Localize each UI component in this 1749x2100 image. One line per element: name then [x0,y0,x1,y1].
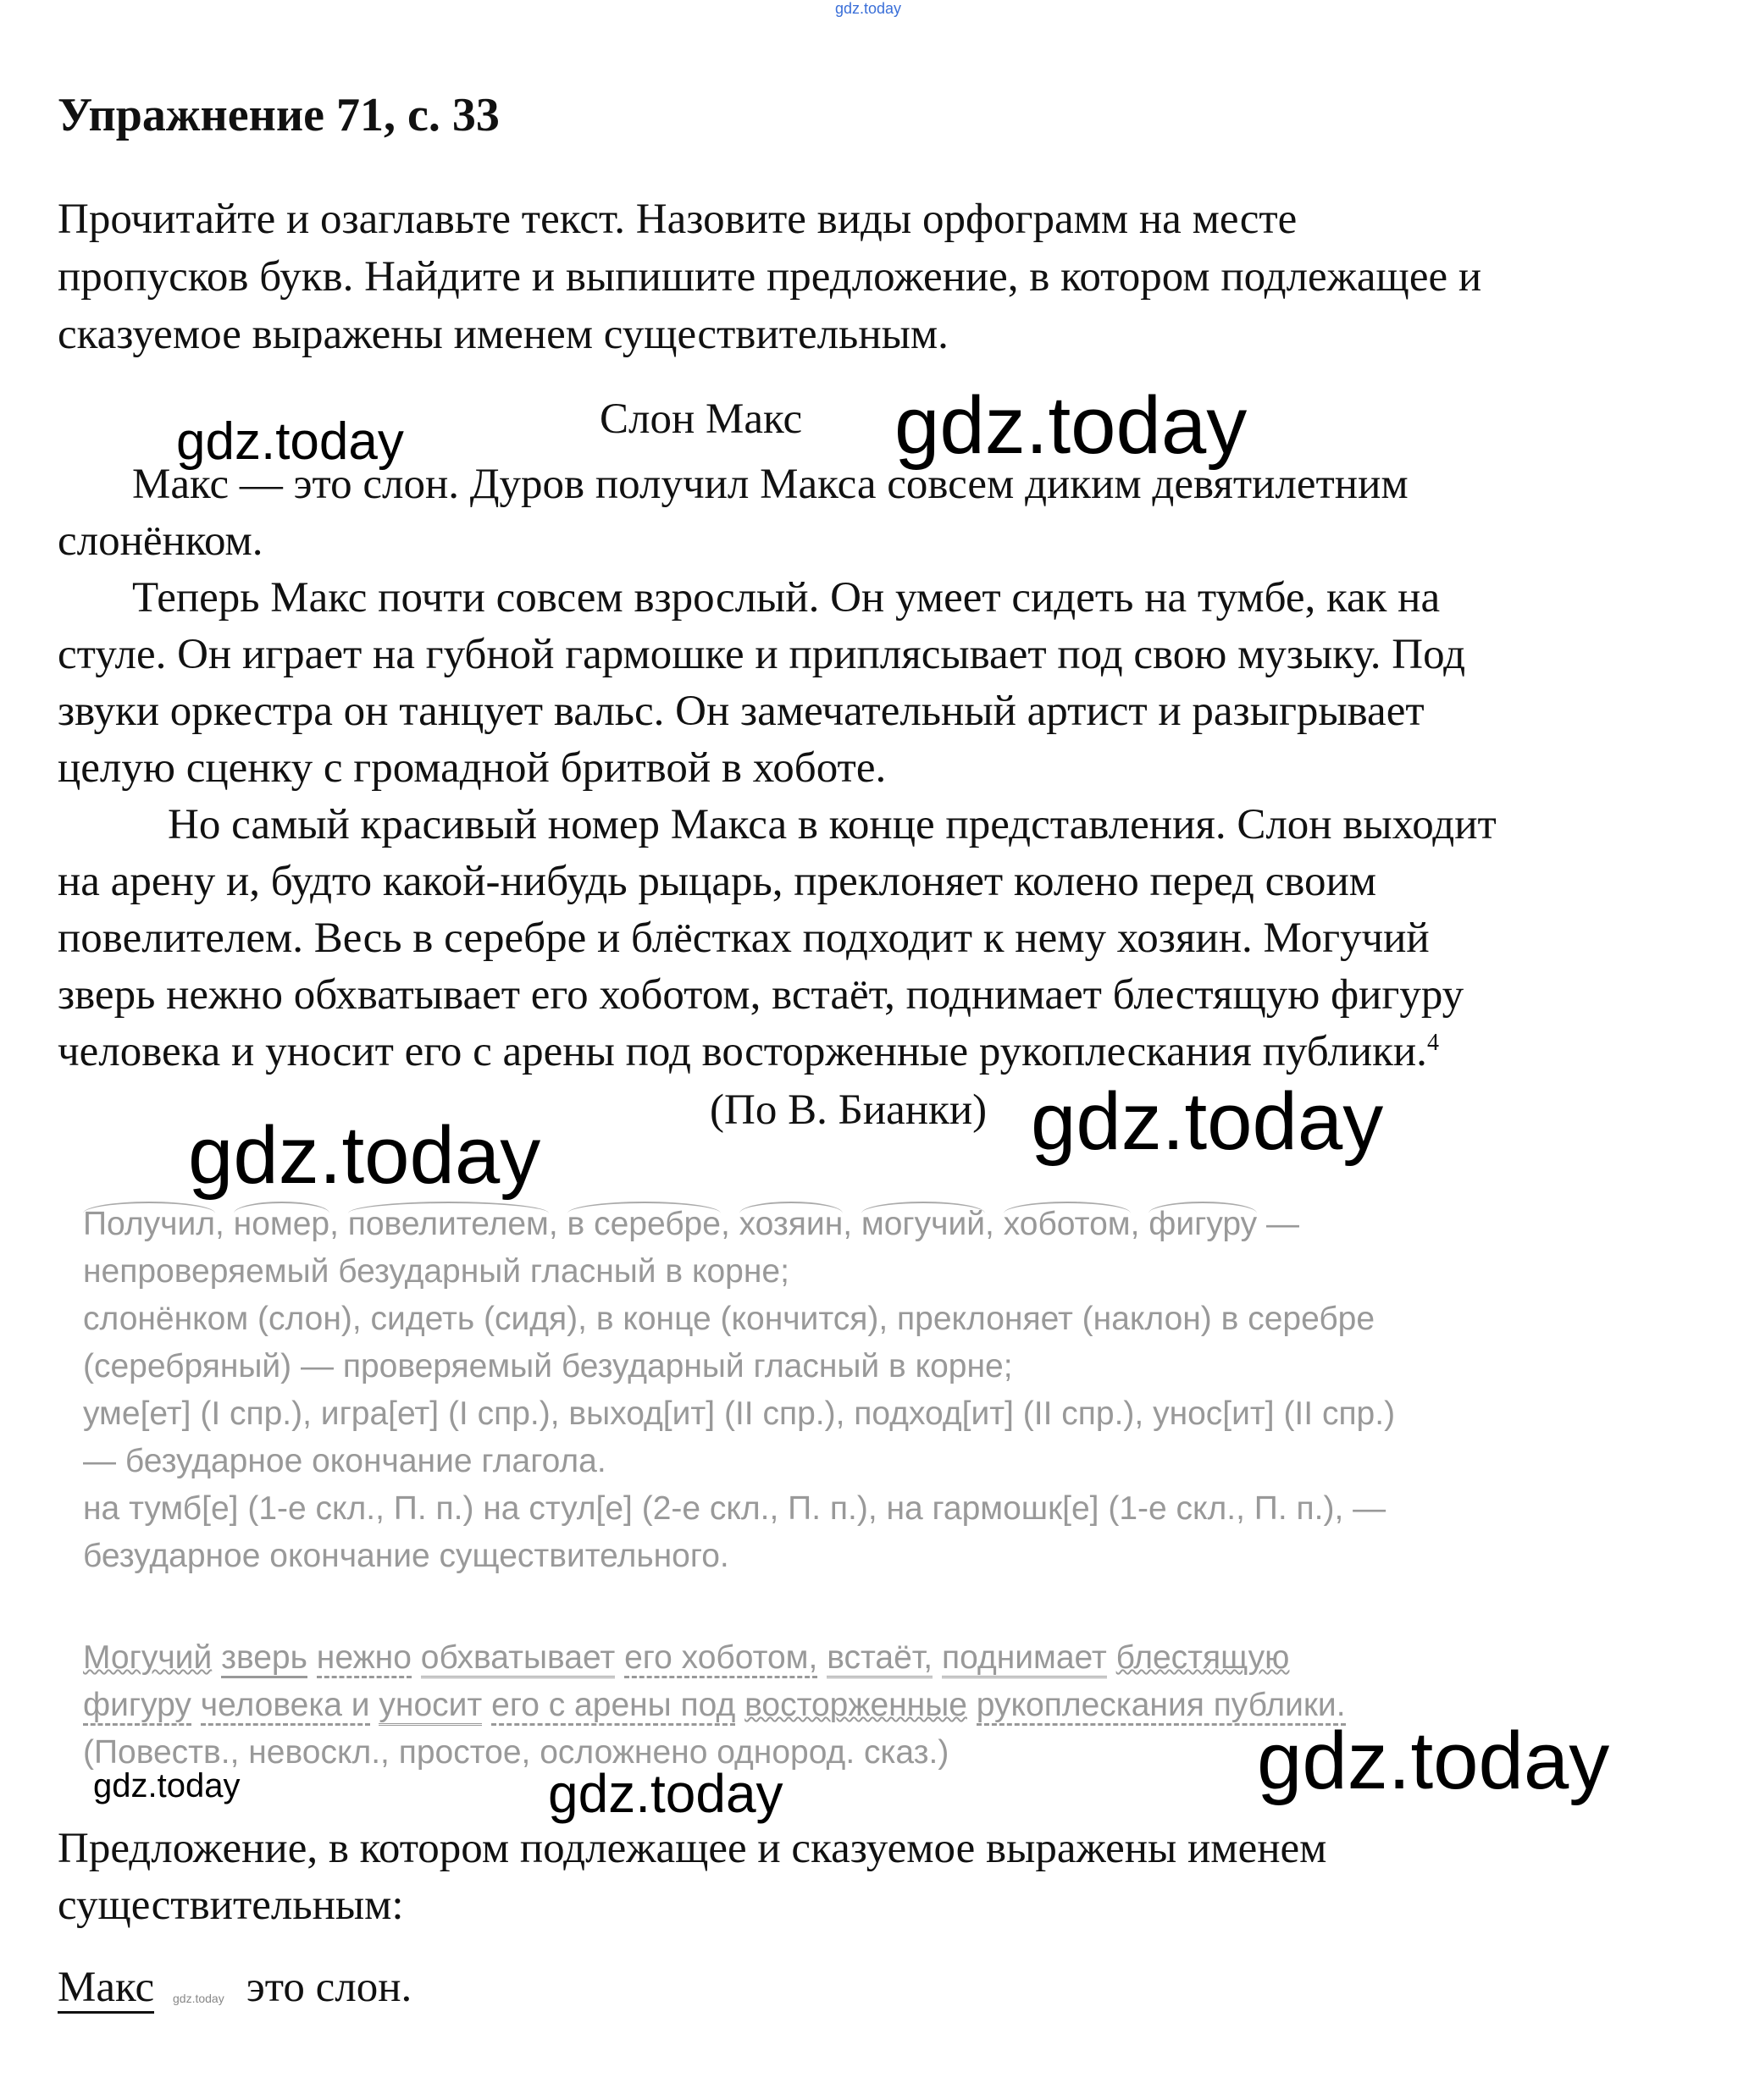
task-text [58,191,1481,363]
answer-label-line: существительным: [58,1882,404,1929]
watermark: gdz.today [894,380,1248,471]
predicate-word: встаёт, [827,1639,933,1678]
story-paragraph-2 [58,570,1709,797]
analysis-sentence-parse [83,1634,1346,1777]
task-line: пропусков букв. Найдите и выпишите предложение, в котором подлежащее и [58,253,1482,301]
analysis-spelling [83,1201,1395,1580]
exercise-title: Упражнение 71, с. 33 [58,89,500,141]
object-word: человека и [201,1687,370,1726]
predicate-word: уносит [379,1687,482,1726]
answer-sentence [58,1963,412,2012]
analysis-word: номер [234,1202,329,1242]
analysis-line [83,1682,1346,1729]
attribute-word: восторженные [744,1687,967,1723]
watermark: gdz.today [173,1992,224,2005]
analysis-word: в серебре [567,1202,721,1242]
story-line: человека и уносит его с арены под восторженные рукоплескания публики.$^4$ [58,1028,1439,1075]
story-author: (По В. Бианки) [710,1086,988,1134]
story-line: Теперь Макс почти совсем взрослый. Он умеет сидеть на тумбе, как на [132,574,1441,622]
analysis-line: (серебряный) — проверяемый безударный гласный в корне; [83,1348,1013,1384]
predicate-word: поднимает [942,1639,1107,1678]
watermark: gdz.today [1257,1716,1610,1806]
story-paragraph-1 [58,456,1709,570]
story-line: зверь нежно обхватывает его хоботом, встаёт, поднимает блестящую фигуру [58,971,1464,1019]
analysis-word: могучий [861,1202,985,1242]
adverbial-word: нежно [317,1639,412,1678]
analysis-word: хозяин [739,1202,844,1242]
watermark: gdz.today [93,1767,241,1804]
analysis-line: на тумб[е] (1-е скл., П. п.) на стул[е] (2-е скл., П. п.), на гармошк[е] (1-е скл., П. п.), — [83,1490,1386,1527]
answer-subject: Макс [58,1964,154,2014]
story-paragraph-3 [58,797,1709,1080]
analysis-line: безударное окончание существительного. [83,1538,729,1574]
watermark: gdz.today [548,1763,783,1824]
answer-label [58,1821,1326,1934]
story-line: стуле. Он играет на губной гармошке и приплясывает под свою музыку. Под [58,631,1466,678]
story-title: Слон Макс [600,395,803,443]
watermark: gdz.today [1031,1076,1384,1167]
story-line: слонёнком. [58,517,263,565]
analysis-line: уме[ет] (I спр.), игра[ет] (I спр.), выход[ит] (II спр.), подход[ит] (II спр.), унос[ит] (II спр.) [83,1395,1396,1432]
object-word: рукоплескания публики. [977,1687,1346,1726]
analysis-word: фигуру [1148,1202,1257,1242]
attribute-word: Могучий [83,1639,213,1676]
analysis-word: Получил [83,1202,215,1242]
analysis-word: повелителем [348,1202,549,1242]
story-line: звуки оркестра он танцует вальс. Он замечательный артист и разыгрывает [58,688,1425,735]
subject-word: зверь [221,1639,307,1678]
attribute-word: блестящую [1115,1639,1290,1676]
analysis-line: непроверяемый безударный гласный в корне; [83,1253,789,1290]
watermark: gdz.today [188,1110,541,1201]
task-line: сказуемое выражены именем существительным. [58,311,949,358]
story-line: Макс — это слон. Дуров получил Макса совсем диким девятилетним [132,461,1409,508]
analysis-line [83,1634,1346,1682]
analysis-line: слонёнком (слон), сидеть (сидя), в конце (кончится), преклоняет (наклон) в серебре [83,1301,1375,1337]
analysis-line: Получил, номер, повелителем, в серебре, хозяин, могучий, хоботом, фигуру — [83,1201,1395,1248]
adverbial-word: его с арены под [491,1687,735,1726]
answer-rest: это слон. [246,1964,412,2011]
object-word: его хоботом, [624,1639,817,1678]
watermark-top: gdz.today [835,0,902,17]
analysis-line: — безударное окончание глагола. [83,1443,606,1479]
story-line: повелителем. Весь в серебре и блёстках подходит к нему хозяин. Могучий [58,915,1430,962]
footnote-marker: 4 [1426,1030,1439,1056]
story-line: на арену и, будто какой-нибудь рыцарь, преклоняет колено перед своим [58,858,1377,905]
analysis-word: хоботом [1004,1202,1131,1242]
story-line: Но самый красивый номер Макса в конце представления. Слон выходит [168,801,1497,848]
story-line: целую сценку с громадной бритвой в хоботе. [58,744,887,792]
predicate-word: обхватывает [421,1639,615,1678]
analysis-line: (Повеств., невоскл., простое, осложнено однород. сказ.) [83,1734,949,1771]
answer-label-line: Предложение, в котором подлежащее и сказуемое выражены именем [58,1825,1327,1872]
watermark: gdz.today [176,412,404,471]
task-line: Прочитайте и озаглавьте текст. Назовите виды орфограмм на месте [58,196,1298,243]
object-word: фигуру [83,1687,191,1726]
